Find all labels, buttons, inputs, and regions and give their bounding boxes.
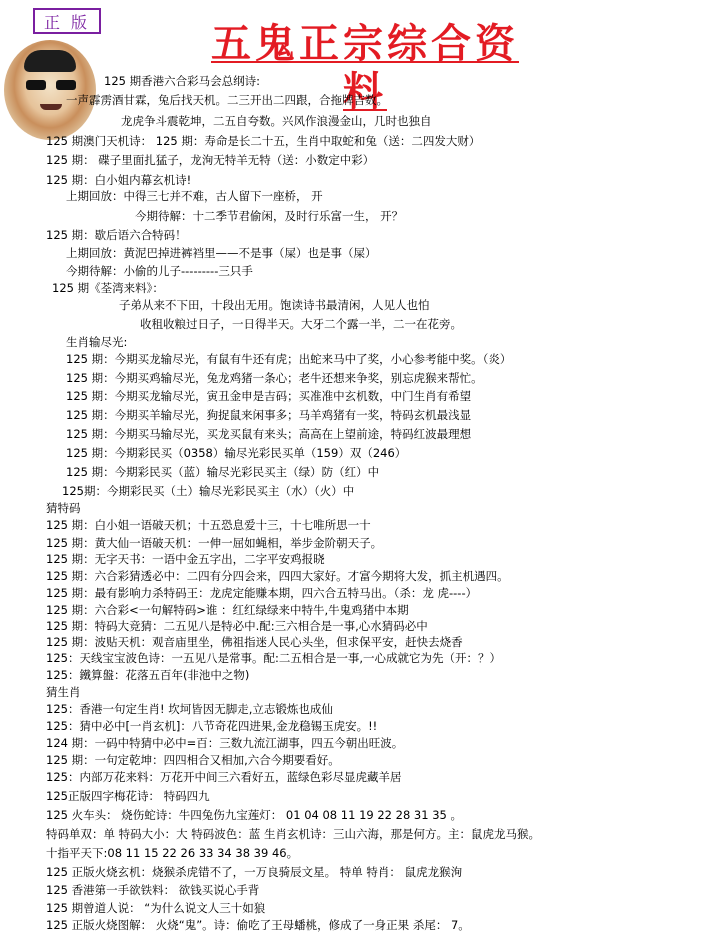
text-line: 125：香港一句定生肖! 坎坷皆因无脚走,立志锻炼也成仙 [46, 702, 333, 716]
text-line: 125 期：黄大仙一语破天机：一伸一屈如蝇相，举步金阶朝天子。 [46, 536, 383, 550]
text-line: 龙虎争斗震乾坤，二五自夸数。兴风作浪漫金山，几时也独自 [121, 114, 432, 128]
text-line: 125 期：无字天书：一语中金五字出，二字平安鸡报晓 [46, 552, 325, 566]
text-line: 125 期：歇后语六合特码！ [46, 228, 187, 242]
text-line: 125 期：特码大竞猜：二五见八是特必中.配:三六相合是一事,心水猜码必中 [46, 619, 428, 633]
text-line: 子弟从来不下田，十段出无用。饱读诗书最清闲，人见人也怕 [119, 298, 430, 312]
text-line: 125 期《荃湾来料》： [52, 281, 164, 295]
text-line: 今期待解：十二季节君偷闲，及时行乐富一生， 开？ [135, 209, 404, 223]
genuine-badge: 正 版 [33, 8, 101, 34]
text-line: 125：内部万花来料：万花开中间三六看好五，蓝绿色彩尽显虎藏羊居 [46, 770, 402, 784]
text-line: 125 期：一句定乾坤：四四相合又相加,六合今期要看好。 [46, 753, 340, 767]
text-line: 125 期香港六合彩马会总纲诗: [104, 74, 260, 88]
text-line: 生肖输尽光: [66, 335, 128, 349]
text-line: 124 期：一码中特猜中必中=百：三数九流江湖事，四五今朝出旺波。 [46, 736, 404, 750]
text-line: 125 期曾道人说： “为什么说文人三十如狼 [46, 901, 266, 915]
text-line: 125 期：今期彩民买（0358）输尽光彩民买单（159）双（246） [66, 446, 407, 460]
text-line: 一声霹雳酒甘霖，兔后找天机。二三开出二四跟，合拖牌吉数。 [66, 93, 388, 107]
text-line: 125 正版火烧玄机：烧猴杀虎错不了，一万良骑辰文星。 特单 特肖： 鼠虎龙猴洵 [46, 865, 463, 879]
text-line: 十指平天下:08 11 15 22 26 33 34 38 39 46。 [46, 846, 299, 860]
text-line: 125 期：今期买鸡输尽光，兔龙鸡猪一条心；老牛还想来争奖，别忘虎猴来帮忙。 [66, 371, 483, 385]
text-line: 125：天线宝宝波色诗：一五见八是常事。配:二五相合是一事,一心成就它为先（开：？） [46, 651, 501, 665]
text-line: 125 正版火烧图解： 火烧“鬼”。诗：偷吃了王母蟠桃，修成了一身正果 杀尾： 7。 [46, 918, 470, 932]
text-line: 125 期澳门天机诗： 125 期：寿命是长二十五，生肖中取蛇和兔（送：二四发大财） [46, 134, 481, 148]
text-line: 收租收粮过日子，一日得半天。大牙二个露一半，二一在花旁。 [140, 317, 462, 331]
text-line: 125 期：最有影响力杀特码王：龙虎定能赚本期，四六合五特马出。（杀：龙 虎----） [46, 586, 478, 600]
text-line: 125 期：白小姐内幕玄机诗! [46, 173, 192, 187]
text-line: 特码单双：单 特码大小：大 特码波色：蓝 生肖玄机诗：三山六海，那是何方。主：鼠虎龙马猴。 [46, 827, 540, 841]
section-heading: 猜特码 [46, 501, 81, 515]
text-line: 125 期： 碟子里面扎猛子，龙洵无特羊无特（送：小数定中彩） [46, 153, 375, 167]
text-line: 125 期：今期买龙输尽光，有鼠有牛还有虎；出蛇来马中了奖，小心参考能中奖。（炎） [66, 352, 512, 366]
avatar-mouth [40, 104, 62, 110]
avatar-hair [24, 50, 76, 72]
text-line: 上期回放：黄泥巴掉进裤裆里——不是事（屎）也是事（屎） [66, 246, 377, 260]
text-line: 125 期：六合彩<一句解特码>谁 ：红红绿绿来中特牛,牛鬼鸡猪中本期 [46, 603, 409, 617]
avatar-glasses [26, 80, 76, 90]
text-line: 上期回放：中得三七并不难，古人留下一座桥， 开 [66, 189, 323, 203]
text-line: 125正版四字梅花诗： 特码四九 [46, 789, 210, 803]
text-line: 125 期：白小姐一语破天机；十五恐息爱十三，十七唯所思一十 [46, 518, 371, 532]
text-line: 125 期：六合彩猜透必中：二四有分四会来，四四大家好。才富今期将大发，抓主机遇四。 [46, 569, 509, 583]
section-heading: 猜生肖 [46, 685, 81, 699]
text-line: 125 期：今期彩民买（蓝）输尽光彩民买主（绿）防（红）中 [66, 465, 380, 479]
text-line: 125 火车头： 烧伤蛇诗：牛四兔伤九宝莲灯： 01 04 08 11 19 22 28 31 35 。 [46, 808, 463, 822]
text-line: 125 期：今期买马输尽光，买龙买鼠有来头；高高在上望前途，特码红波最理想 [66, 427, 472, 441]
text-line: 125 香港第一手欲铁料： 欲钱买说心手背 [46, 883, 260, 897]
text-line: 今期待解：小偷的儿子---------三只手 [66, 264, 253, 278]
portrait-avatar [4, 40, 96, 140]
text-line: 125 期：今期买龙输尽光，寅丑金申是吉码；买准准中玄机数，中门生肖有希望 [66, 389, 472, 403]
text-line: 125 期：今期买羊输尽光，狗捉鼠来闲事多；马羊鸡猪有一奖，特码玄机最浅显 [66, 408, 472, 422]
text-line: 125 期：波贴天机：观音庙里坐，佛祖指迷人民心头坐，但求保平安，赶快去烧香 [46, 635, 463, 649]
page-title: 五鬼正宗综合资料 [211, 20, 519, 115]
text-line: 125：鐵算盤：花落五百年(非池中之物) [46, 668, 250, 682]
text-line: 125期：今期彩民买（土）输尽光彩民买主（水）（火）中 [62, 484, 355, 498]
text-line: 125：猜中必中[一肖玄机]：八节奇花四进果,金龙稳锡玉虎安。!! [46, 719, 378, 733]
